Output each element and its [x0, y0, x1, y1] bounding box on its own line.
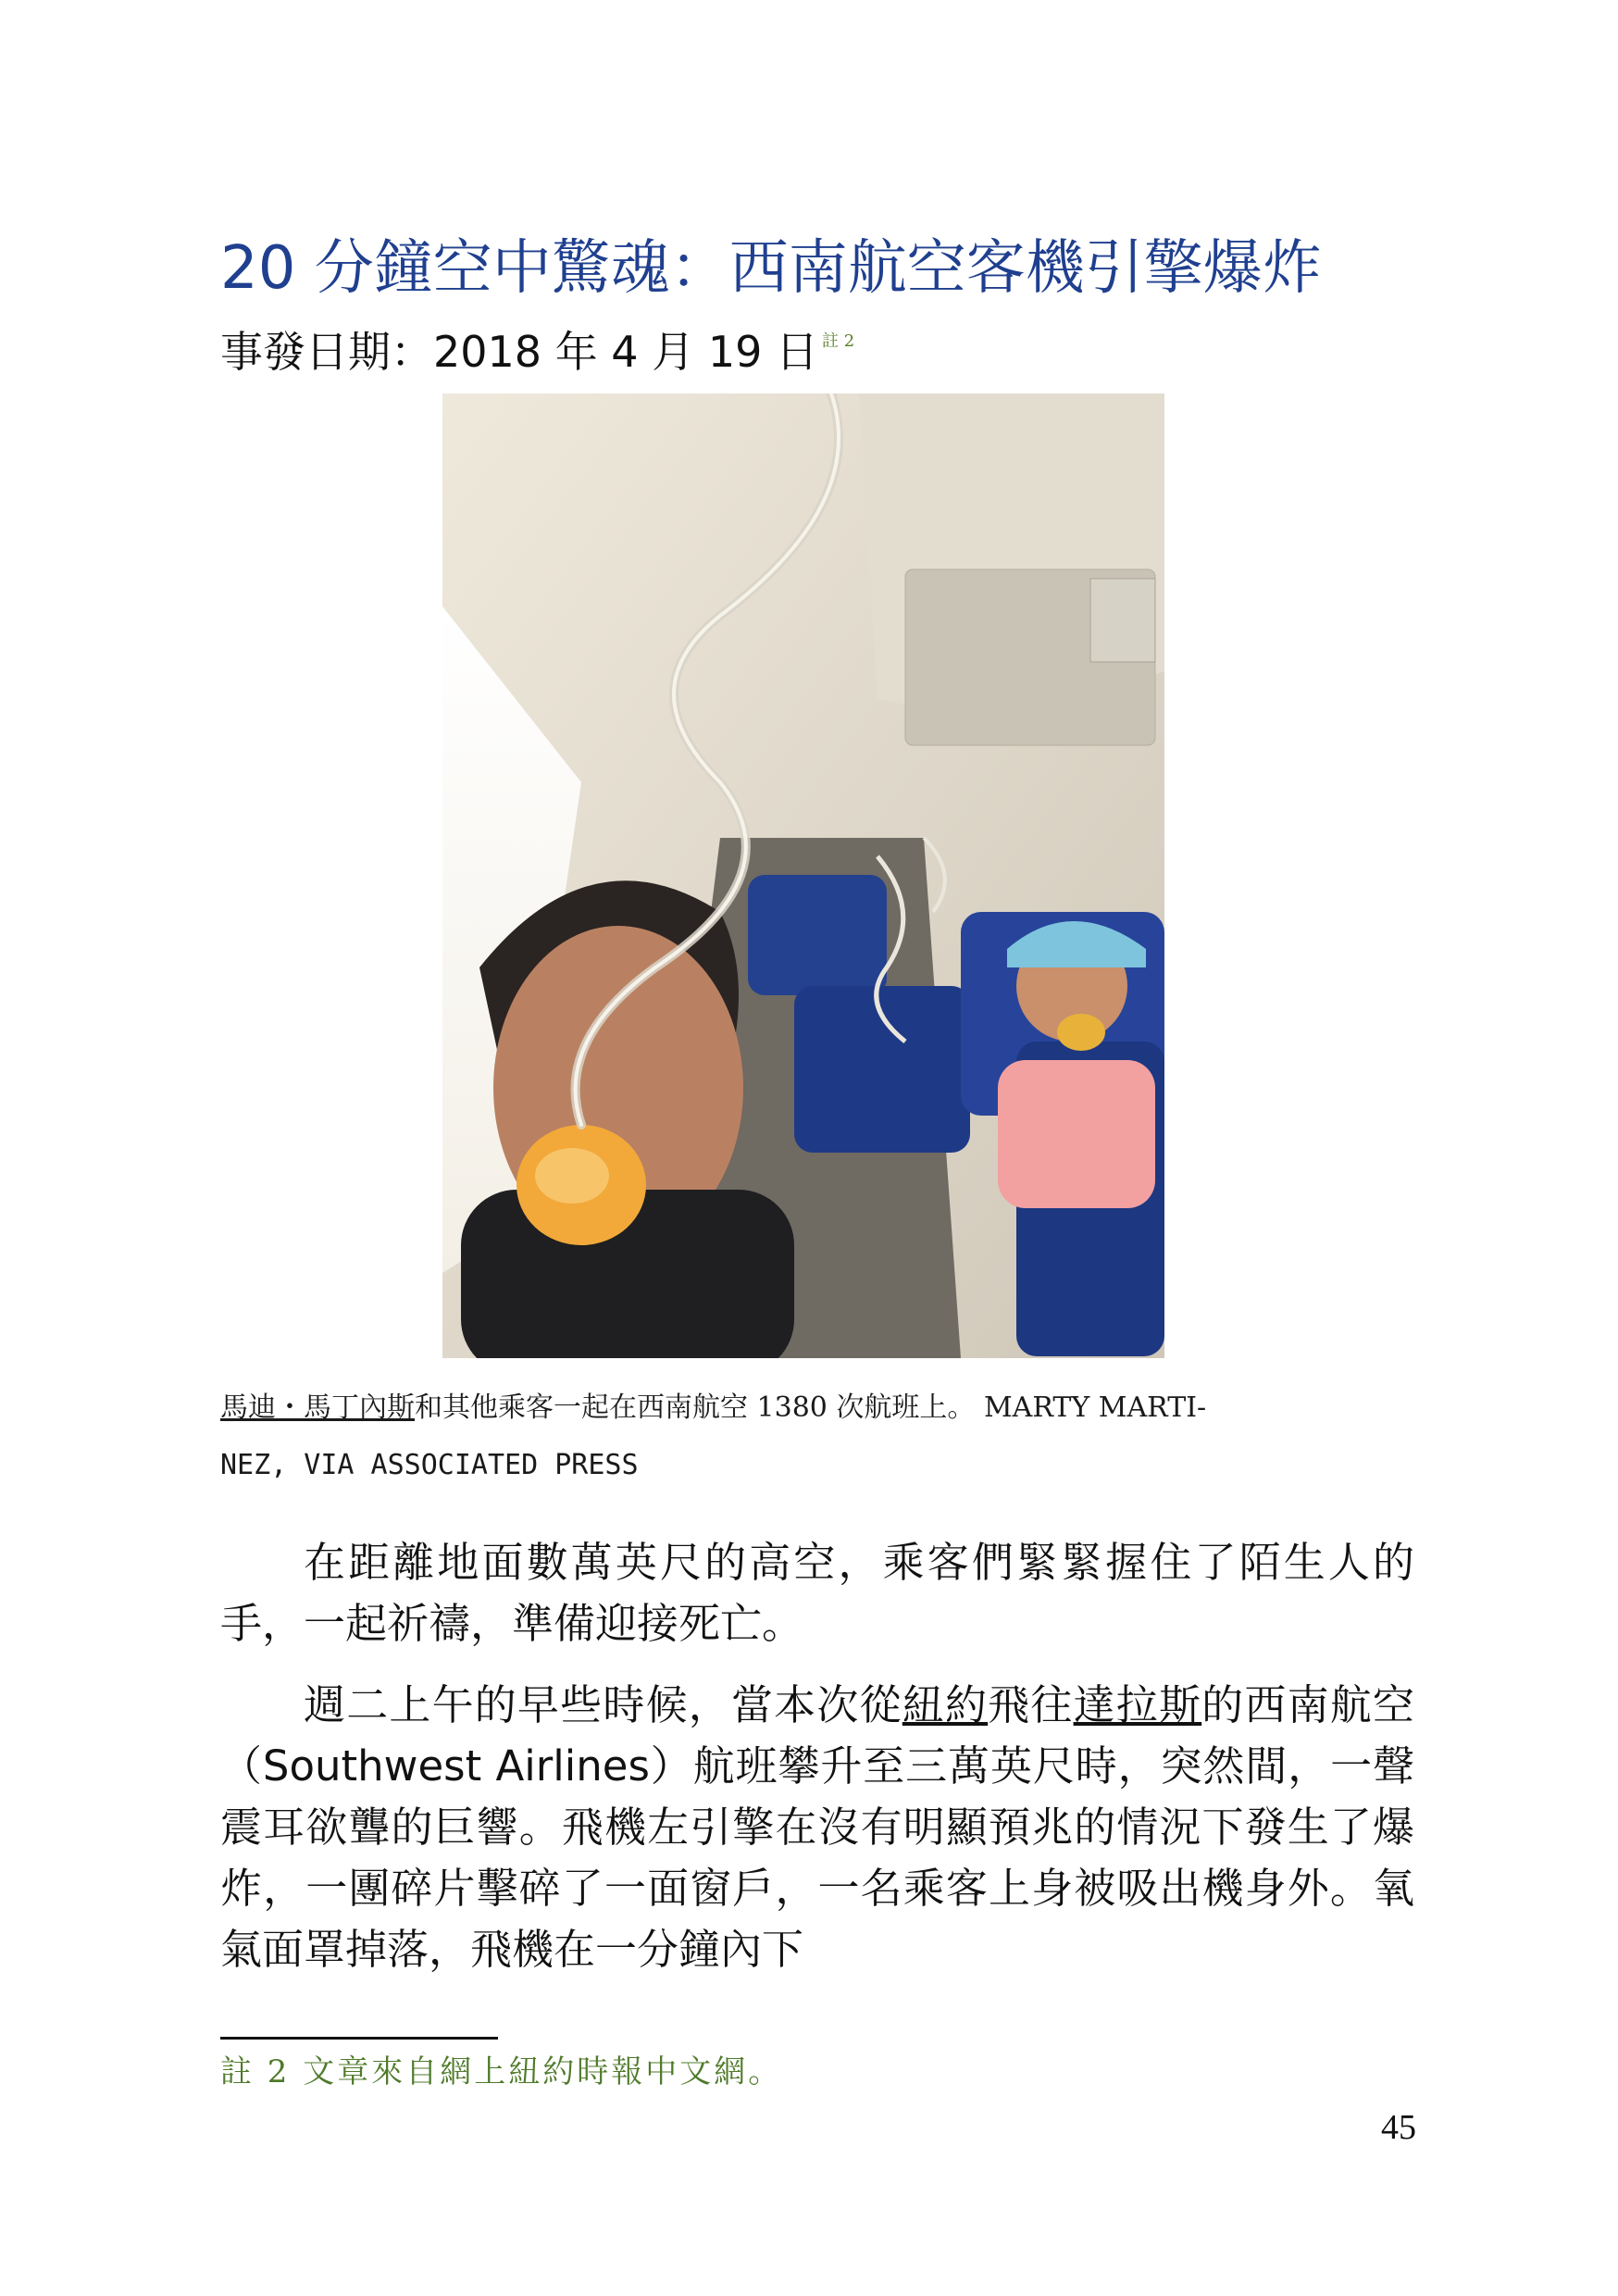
caption-credit: NEZ, VIA ASSOCIATED PRESS: [220, 1449, 639, 1481]
footnote-ref[interactable]: 註 2: [821, 331, 855, 351]
airplane-cabin-selfie-photo: [442, 393, 1164, 1358]
article-title: 20 分鐘空中驚魂：西南航空客機引擎爆炸: [220, 234, 1322, 303]
footnote: 註 2 文章來自網上紐約時報中文網。: [220, 2053, 783, 2090]
dallas-link[interactable]: 達拉斯: [1073, 1680, 1202, 1729]
cabin-photo: [442, 393, 1164, 1358]
article-body: [220, 1532, 1414, 2001]
new-york-link[interactable]: 紐約: [902, 1680, 989, 1729]
paragraph-2-part-c: 的西南航空（Southwest Airlines）航班攀升至三萬英尺時，突然間，一聲震耳欲聾的巨響。飛機左引擎在沒有明顯預兆的情況下發生了爆炸，一團碎片擊碎了一面窗戶，一名乘客上身被吸出機身外。氧氣面罩掉落，飛機在一分鐘內下: [220, 1680, 1414, 1974]
paragraph-2: [220, 1675, 1414, 1980]
paragraph-2-part-b: 飛往: [988, 1680, 1074, 1729]
caption-text: 和其他乘客一起在西南航空 1380 次航班上。 MARTY MARTI-: [415, 1391, 1207, 1424]
photo-caption: [220, 1379, 1414, 1494]
paragraph-2-part-a: 週二上午的早些時候，當本次從: [304, 1680, 902, 1729]
footnote-divider: [220, 2037, 498, 2040]
paragraph-1: 在距離地面數萬英尺的高空，乘客們緊緊握住了陌生人的手，一起祈禱，準備迎接死亡。: [220, 1538, 1414, 1648]
page-number: 45: [1381, 2108, 1416, 2147]
caption-person-link[interactable]: 馬迪・馬丁內斯: [220, 1391, 415, 1424]
incident-date-text: 事發日期：2018 年 4 月 19 日: [220, 327, 818, 377]
incident-date: [220, 324, 1424, 390]
